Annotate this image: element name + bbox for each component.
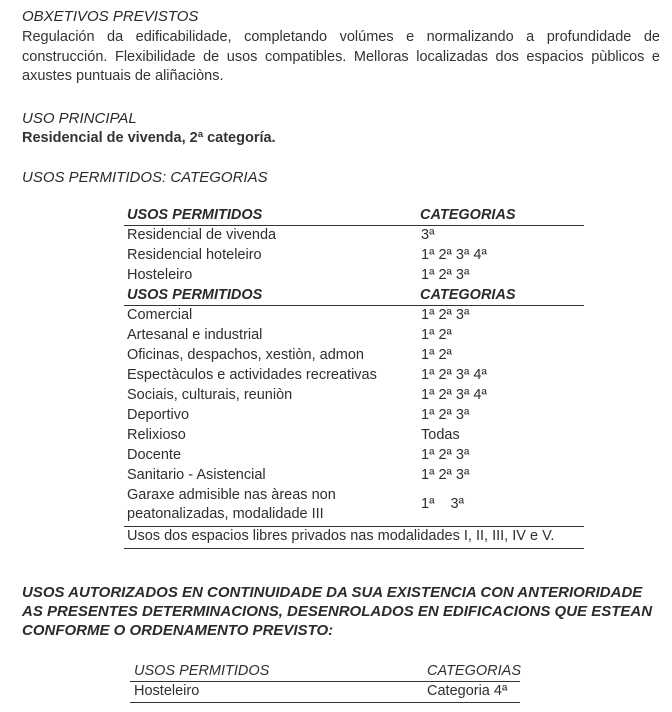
table-row (124, 366, 584, 386)
usos-permitidos-title: USOS PERMITIDOS: CATEGORIAS (22, 169, 268, 186)
table-header (124, 206, 584, 226)
table-row (124, 426, 584, 446)
usos-autorizados-table (130, 662, 520, 703)
col-header-categorias: CATEGORIAS (420, 287, 516, 303)
uso-principal-value: Residencial de vivenda, 2ª categoría. (22, 130, 276, 146)
row-uso: Residencial hoteleiro (127, 247, 262, 263)
table-row (124, 226, 584, 246)
row-uso: Espectàculos e actividades recreativas (127, 367, 377, 383)
col-header-usos: USOS PERMITIDOS (127, 207, 263, 223)
table-header (124, 286, 584, 306)
table-group-2 (124, 306, 584, 486)
table-row (124, 406, 584, 426)
usos-autorizados-title: USOS AUTORIZADOS EN CONTINUIDADE DA SUA EXISTENCIA CON ANTERIORIDADE AS PRESENTES DETERMINACIONS, DESENROLADOS EN EDIFICACIONS QUE ESTEAN CONFORME O ORDENAMENTO PREVISTO: (22, 584, 653, 639)
row-categoria: 1ª 3ª (421, 496, 464, 512)
row-uso: Comercial (127, 307, 193, 323)
table-header (130, 662, 520, 682)
uso-principal-title: USO PRINCIPAL (22, 110, 137, 127)
col-header-usos: USOS PERMITIDOS (127, 287, 263, 303)
row-categoria: Todas (421, 427, 460, 443)
obxetivos-title: OBXETIVOS PREVISTOS (22, 8, 199, 25)
row-uso: Docente (127, 447, 182, 463)
row-uso: Residencial de vivenda (127, 227, 277, 243)
row-categoria: 1ª 2ª 3ª 4ª (421, 367, 487, 383)
row-uso: Relixioso (127, 427, 186, 443)
table-row (124, 486, 584, 526)
obxetivos-text: Regulación da edificabilidade, completando volúmes e normalizando a profundidade de construcción. Flexibilidade de usos compatibles. Melloras localizadas dos espacios pùblicos e axustes puntuais de aliñaciòns. (22, 29, 660, 84)
table-row (124, 306, 584, 326)
row-categoria: 1ª 2ª 3ª (421, 467, 470, 483)
table-row (130, 682, 520, 703)
row-categoria: 1ª 2ª (421, 347, 452, 363)
row-uso: Deportivo (127, 407, 190, 423)
table-row (124, 466, 584, 486)
table-row (124, 386, 584, 406)
table-row (124, 346, 584, 366)
row-categoria: 1ª 2ª 3ª 4ª (421, 247, 487, 263)
note-text: Usos dos espacios libres privados nas modalidades I, II, III, IV e V. (127, 528, 555, 544)
usos-permitidos-table (124, 206, 584, 549)
row-categoria: 1ª 2ª 3ª (421, 407, 470, 423)
row-uso: Hosteleiro (127, 267, 193, 283)
row-categoria: 1ª 2ª 3ª (421, 267, 470, 283)
table-row (124, 446, 584, 466)
row-categoria: Categoria 4ª (427, 683, 508, 699)
row-categoria: 1ª 2ª 3ª 4ª (421, 387, 487, 403)
row-uso: Oficinas, despachos, xestiòn, admon (127, 347, 364, 363)
row-categoria: 1ª 2ª 3ª (421, 307, 470, 323)
row-uso: Garaxe admisible nas àreas non peatonalizadas, modalidade III (127, 487, 336, 522)
row-categoria: 3ª (421, 227, 435, 243)
table-group-1 (124, 226, 584, 286)
table-row (124, 246, 584, 266)
row-uso: Artesanal e industrial (127, 327, 263, 343)
col-header-categorias: CATEGORIAS (420, 207, 516, 223)
row-uso: Sanitario - Asistencial (127, 467, 266, 483)
row-uso: Hosteleiro (134, 683, 200, 699)
col-header-usos: USOS PERMITIDOS (134, 663, 270, 679)
row-categoria: 1ª 2ª (421, 327, 452, 343)
table-row (124, 326, 584, 346)
col-header-categorias: CATEGORIAS (427, 663, 521, 679)
table-note (124, 526, 584, 549)
row-categoria: 1ª 2ª 3ª (421, 447, 470, 463)
table-row (124, 266, 584, 286)
table-body (130, 682, 520, 703)
row-uso: Sociais, culturais, reuniòn (127, 387, 293, 403)
